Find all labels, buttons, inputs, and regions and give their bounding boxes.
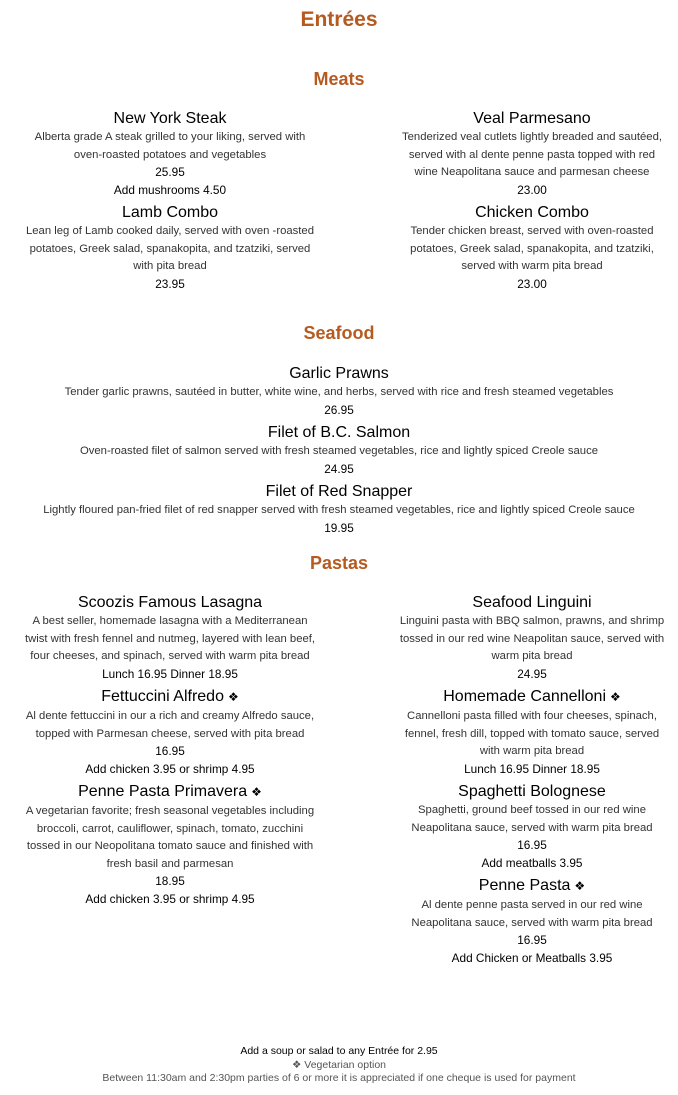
menu-item	[398, 592, 666, 683]
vegetarian-icon: ❖	[227, 690, 239, 704]
menu-item	[398, 202, 666, 293]
menu-item-description: Oven-roasted filet of salmon served with fresh steamed vegetables, rice and lightly spiced Creole sauce	[79, 445, 599, 457]
menu-item	[22, 108, 318, 199]
pastas-left-column	[22, 592, 318, 911]
menu-item-description: Al dente penne pasta served in our red wine Neapolitana sauce, served with warm pita bread	[411, 899, 653, 929]
menu-item	[22, 781, 318, 908]
menu-item	[22, 592, 318, 683]
menu-item-price: 24.95	[324, 461, 354, 476]
menu-item-price: 23.95	[155, 276, 185, 291]
section-heading-pastas: Pastas	[309, 553, 369, 573]
menu-item-name: Homemade Cannelloni	[443, 688, 606, 705]
section-heading-seafood: Seafood	[303, 323, 375, 343]
menu-item-title	[22, 686, 318, 708]
menu-item-description: Lightly floured pan-fried filet of red snapper served with fresh steamed vegetables, rice and lightly spiced Creole sauce	[43, 504, 635, 516]
menu-item-name: Penne Pasta	[478, 877, 571, 894]
menu-item-name: Seafood Linguini	[472, 594, 592, 611]
menu-item-name: Spaghetti Bolognese	[458, 783, 606, 800]
menu-item-description: Cannelloni pasta filled with four cheeses, spinach, fennel, fresh dill, topped with tomato sauce, served with warm pita bread	[404, 710, 660, 757]
vegetarian-icon: ❖	[574, 879, 586, 893]
group-payment-note: Between 11:30am and 2:30pm parties of 6 or more it is appreciated if one cheque is used for payment	[102, 1072, 576, 1084]
menu-item	[22, 202, 318, 293]
menu-item-name: Garlic Prawns	[289, 365, 389, 382]
menu-item	[20, 481, 658, 537]
vegetarian-icon: ❖	[610, 690, 621, 704]
menu-item-title	[398, 686, 666, 708]
menu-item-title	[398, 875, 666, 897]
menu-item-title	[22, 592, 318, 613]
menu-item-price: 23.00	[517, 182, 547, 197]
menu-item-price: 24.95	[517, 666, 547, 681]
menu-item-name: Chicken Combo	[475, 204, 589, 221]
menu-item	[398, 108, 666, 199]
menu-item-addon: Add chicken 3.95 or shrimp 4.95	[85, 761, 255, 776]
menu-item-price: 16.95	[517, 838, 547, 852]
menu-item-name: Fettuccini Alfredo	[101, 688, 224, 705]
menu-item-price: 18.95	[155, 874, 185, 888]
menu-item-description: A best seller, homemade lasagna with a Mediterranean twist with fresh fennel and nutmeg, layered with lean beef, four cheeses, and spinach, served with warm pita bread	[24, 615, 316, 662]
menu-item-name: Filet of B.C. Salmon	[267, 424, 411, 441]
menu-item	[398, 781, 666, 872]
soup-salad-note: Add a soup or salad to any Entrée for 2.95	[240, 1045, 438, 1057]
menu-item-title	[22, 781, 318, 803]
menu-item-title	[398, 592, 666, 613]
menu-item	[22, 686, 318, 778]
menu-item-price: 26.95	[324, 402, 354, 417]
menu-item-price: 16.95	[517, 933, 547, 947]
menu-item-title	[20, 422, 658, 443]
menu-item	[398, 875, 666, 967]
vegetarian-legend: ❖ Vegetarian option	[291, 1058, 387, 1071]
menu-item-title	[398, 108, 666, 129]
menu-item-description: Lean leg of Lamb cooked daily, served with oven -roasted potatoes, Greek salad, spanakopita, and tzatziki, served with pita bread	[25, 225, 315, 272]
seafood-column	[20, 363, 658, 540]
menu-item-description: Linguini pasta with BBQ salmon, prawns, and shrimp tossed in our red wine Neapolitan sauce, served with warm pita bread	[399, 615, 665, 662]
page-title: Entrées	[300, 8, 378, 31]
menu-item	[20, 363, 658, 419]
menu-item-price: Lunch 16.95 Dinner 18.95	[102, 666, 238, 681]
menu-item-name: Penne Pasta Primavera	[78, 783, 248, 800]
menu-item-name: Veal Parmesano	[473, 110, 591, 127]
menu-item-description: Tender chicken breast, served with oven-roasted potatoes, Greek salad, spanakopita, and tzatziki, served with warm pita bread	[410, 225, 654, 272]
menu-item-description: Spaghetti, ground beef tossed in our red wine Neapolitana sauce, served with warm pita bread	[411, 804, 653, 834]
menu-item-description: Alberta grade A steak grilled to your liking, served with oven-roasted potatoes and vegetables	[34, 131, 306, 161]
menu-item-price: 19.95	[324, 520, 354, 535]
menu-item-price: Lunch 16.95 Dinner 18.95	[464, 761, 600, 776]
menu-item	[20, 422, 658, 478]
menu-item-addon: Add mushrooms 4.50	[113, 182, 227, 197]
menu-item-description: Tenderized veal cutlets lightly breaded and sautéed, served with al dente penne pasta topped with red wine Neapolitana sauce and parmesan cheese	[402, 131, 662, 178]
pastas-right-column	[398, 592, 666, 970]
menu-item-description: Tender garlic prawns, sautéed in butter, white wine, and herbs, served with rice and fresh steamed vegetables	[64, 386, 614, 398]
menu-item-addon: Add Chicken or Meatballs 3.95	[451, 950, 613, 965]
menu-item-description: A vegetarian favorite; fresh seasonal vegetables including broccoli, carrot, cauliflower, spinach, tomato, zucchini tossed in our Neopolitana tomato sauce and finished with fresh basil and parmesan	[25, 805, 315, 870]
menu-item-title	[20, 363, 658, 384]
meats-right-column	[398, 108, 666, 296]
menu-item-price: 23.00	[517, 276, 547, 291]
meats-left-column	[22, 108, 318, 296]
menu-item-name: Scoozis Famous Lasagna	[77, 594, 263, 611]
menu-item-price: 25.95	[155, 165, 185, 179]
menu-item-title	[398, 781, 666, 802]
menu-item-title	[22, 202, 318, 223]
menu-item-addon: Add chicken 3.95 or shrimp 4.95	[85, 891, 255, 906]
menu-footer	[0, 1045, 678, 1086]
vegetarian-icon: ❖	[251, 785, 262, 799]
menu-item-name: Lamb Combo	[121, 204, 219, 221]
menu-item-name: Filet of Red Snapper	[265, 483, 413, 500]
menu-item	[398, 686, 666, 778]
section-heading-meats: Meats	[313, 69, 365, 89]
menu-item-title	[20, 481, 658, 502]
menu-item-addon: Add meatballs 3.95	[481, 855, 583, 870]
menu-item-title	[398, 202, 666, 223]
menu-item-title	[22, 108, 318, 129]
menu-item-name: New York Steak	[113, 110, 227, 127]
menu-item-description: Al dente fettuccini in our a rich and creamy Alfredo sauce, topped with Parmesan cheese, served with pita bread	[25, 710, 315, 740]
menu-item-price: 16.95	[155, 744, 185, 758]
